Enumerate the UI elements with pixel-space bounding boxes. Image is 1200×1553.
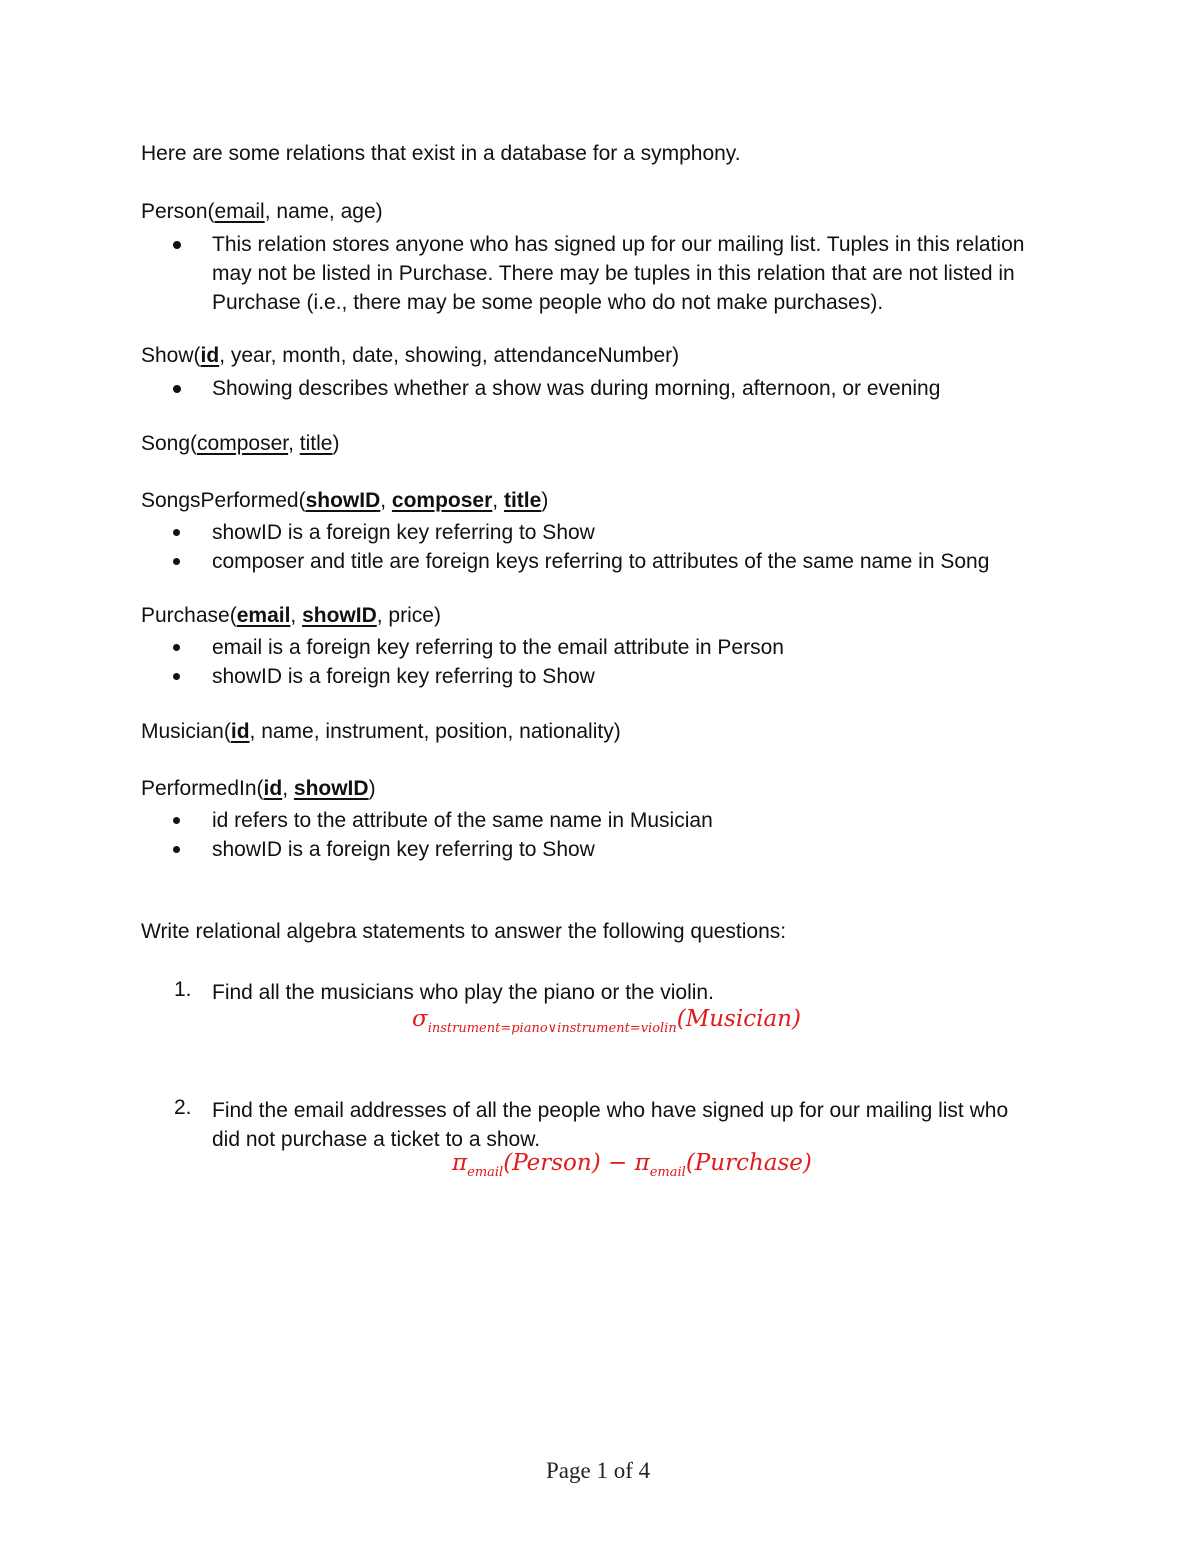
minus-operator: − [608, 1150, 628, 1176]
bullet-icon [173, 385, 181, 393]
key-title: title [299, 432, 333, 455]
sigma-operator: σ [412, 1006, 428, 1032]
bullet-icon [173, 846, 180, 853]
key-id: id [200, 344, 220, 367]
list-item: Showing describes whether a show was during morning, afternoon, or evening [171, 374, 1071, 403]
performed-in-bullets [171, 806, 1071, 864]
bullet-icon [173, 673, 180, 680]
list-item: This relation stores anyone who has signed up for our mailing list. Tuples in this relation [171, 230, 1071, 259]
pi-operator: π [452, 1150, 468, 1176]
key-showid: showID [305, 489, 381, 512]
answer-1-expression [412, 1006, 801, 1036]
question-number: 1. [174, 978, 192, 1001]
pi-operator: π [634, 1150, 650, 1176]
list-item: id refers to the attribute of the same name in Musician [171, 806, 1071, 835]
bullet-icon [173, 644, 180, 651]
songs-performed-bullets [171, 518, 1071, 576]
page-number: Page 1 of 4 [546, 1458, 651, 1483]
relation-performed-in: PerformedIn(id, showID) [141, 777, 376, 800]
relation-argument: (Musician) [676, 1006, 801, 1032]
show-bullets [171, 374, 1071, 403]
person-bullets [171, 230, 1071, 317]
bullet-icon [173, 529, 180, 536]
list-item: showID is a foreign key referring to Show [171, 662, 1071, 691]
list-item: may not be listed in Purchase. There may be tuples in this relation that are not listed in [212, 262, 1015, 285]
key-composer: composer [391, 489, 493, 512]
bullet-icon [173, 558, 180, 565]
question-text: Find the email addresses of all the people who have signed up for our mailing list who did not purchase a ticket to a show. [212, 1099, 1009, 1151]
bullet-icon [173, 241, 181, 249]
relation-songs-performed: SongsPerformed(showID, composer, title) [141, 489, 549, 512]
list-item: showID is a foreign key referring to Show [171, 835, 1071, 864]
key-title: title [503, 489, 542, 512]
key-showid: showID [302, 604, 377, 627]
key-email: email [236, 604, 291, 627]
list-item: showID is a foreign key referring to Show [171, 518, 1071, 547]
question-number: 2. [174, 1096, 192, 1119]
intro-text: Here are some relations that exist in a database for a symphony. [141, 142, 741, 165]
purchase-bullets [171, 633, 1071, 691]
relation-song: Song(composer, title) [141, 432, 340, 455]
selection-condition: instrument=piano∨instrument=violin [427, 1021, 677, 1036]
question-text: Find all the musicians who play the piano or the violin. [212, 981, 714, 1004]
relation-person: Person(email, name, age) [141, 200, 383, 223]
list-item: email is a foreign key referring to the email attribute in Person [171, 633, 1071, 662]
relation-purchase: Purchase(email, showID, price) [141, 604, 441, 627]
relation-musician: Musician(id, name, instrument, position, nationality) [141, 720, 621, 743]
key-composer: composer [197, 432, 289, 455]
list-item: Purchase (i.e., there may be some people who do not make purchases). [212, 291, 884, 314]
key-id: id [263, 777, 283, 800]
relation-show: Show(id, year, month, date, showing, attendanceNumber) [141, 344, 680, 367]
questions-header: Write relational algebra statements to answer the following questions: [141, 920, 787, 943]
answer-2-expression: $\pi_{email}(Person)$ − $\pi_{email}(Purchase)$ [452, 1150, 812, 1180]
key-showid: showID [293, 777, 369, 800]
bullet-icon [173, 817, 180, 824]
key-id: id [230, 720, 250, 743]
key-email: email [214, 200, 265, 223]
list-item: composer and title are foreign keys referring to attributes of the same name in Song [171, 547, 1071, 576]
